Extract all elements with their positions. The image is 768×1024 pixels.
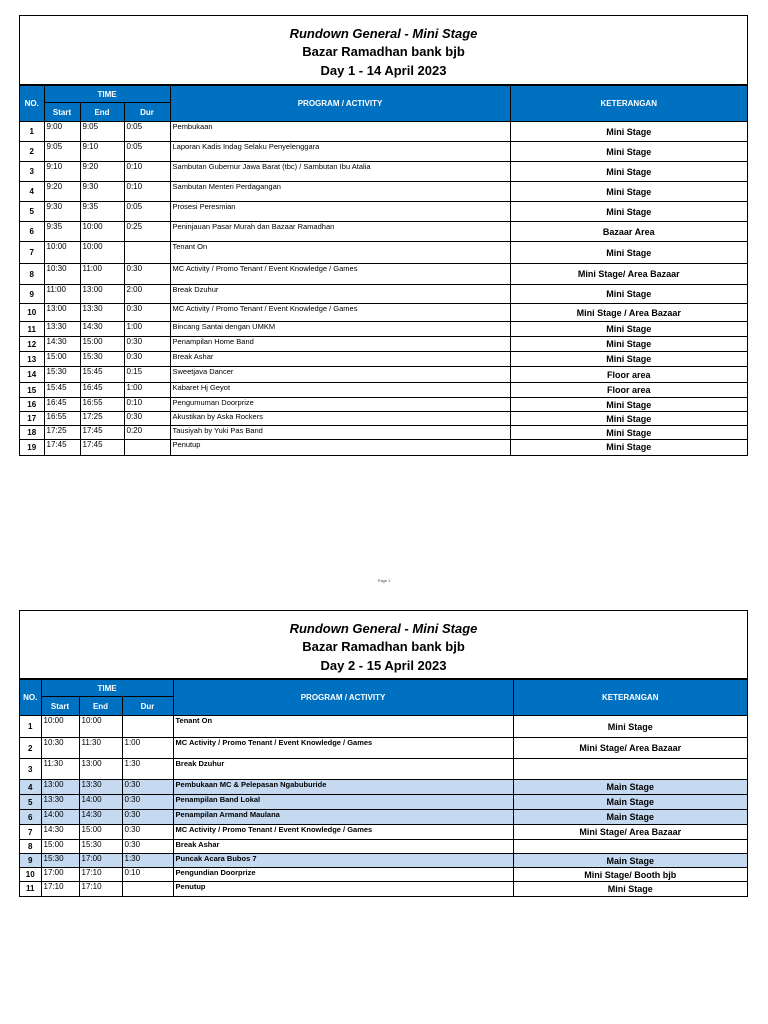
duration: 0:20 <box>124 426 170 440</box>
duration: 0:10 <box>124 398 170 412</box>
program-activity: Kabaret Hj Geyot <box>170 383 510 398</box>
duration: 0:30 <box>124 337 170 352</box>
row-number: 12 <box>20 337 44 352</box>
keterangan: Mini Stage/ Area Bazaar <box>510 264 747 285</box>
end-time: 14:30 <box>79 810 122 825</box>
start-time: 9:10 <box>44 162 80 182</box>
program-activity: Prosesi Peresmian <box>170 202 510 222</box>
table-row <box>20 383 747 398</box>
duration: 0:30 <box>122 840 173 854</box>
table-row <box>20 795 747 810</box>
start-time: 17:00 <box>41 868 79 882</box>
row-number: 1 <box>20 716 41 738</box>
keterangan <box>513 840 747 854</box>
header-keterangan: KETERANGAN <box>510 86 747 122</box>
table-row <box>20 398 747 412</box>
end-time: 15:45 <box>80 367 124 383</box>
program-activity: Pengundian Doorprize <box>173 868 513 882</box>
duration <box>122 882 173 896</box>
row-number: 4 <box>20 780 41 795</box>
start-time: 17:10 <box>41 882 79 896</box>
start-time: 14:30 <box>41 825 79 840</box>
start-time: 11:30 <box>41 759 79 780</box>
program-activity: Peninjauan Pasar Murah dan Bazaar Ramadhan <box>170 222 510 242</box>
duration: 0:30 <box>124 304 170 322</box>
program-activity: Penampilan Armand Maulana <box>173 810 513 825</box>
rundown-table <box>20 679 747 896</box>
program-activity: MC Activity / Promo Tenant / Event Knowledge / Games <box>173 738 513 759</box>
keterangan: Mini Stage <box>510 182 747 202</box>
duration: 0:30 <box>122 780 173 795</box>
end-time: 9:35 <box>80 202 124 222</box>
row-number: 7 <box>20 825 41 840</box>
end-time: 17:45 <box>80 426 124 440</box>
end-time: 10:00 <box>79 716 122 738</box>
start-time: 10:00 <box>41 716 79 738</box>
table-row <box>20 337 747 352</box>
table-row <box>20 716 747 738</box>
keterangan: Mini Stage <box>510 162 747 182</box>
duration: 0:15 <box>124 367 170 383</box>
header-end: End <box>79 697 122 716</box>
start-time: 10:00 <box>44 242 80 264</box>
duration: 0:10 <box>122 868 173 882</box>
event-name: Bazar Ramadhan bank bjb <box>302 44 465 59</box>
row-number: 4 <box>20 182 44 202</box>
start-time: 15:00 <box>44 352 80 367</box>
table-row <box>20 412 747 426</box>
table-row <box>20 738 747 759</box>
keterangan: Mini Stage/ Area Bazaar <box>513 825 747 840</box>
table-row <box>20 854 747 868</box>
header-time: TIME <box>41 680 173 697</box>
table-row <box>20 264 747 285</box>
program-activity: MC Activity / Promo Tenant / Event Knowledge / Games <box>170 304 510 322</box>
header-program: PROGRAM / ACTIVITY <box>170 86 510 122</box>
start-time: 10:30 <box>41 738 79 759</box>
rundown-sheet-day1 <box>19 15 748 456</box>
rundown-sheet-day2 <box>19 610 748 897</box>
end-time: 9:05 <box>80 122 124 142</box>
duration: 0:30 <box>124 264 170 285</box>
table-row <box>20 882 747 896</box>
row-number: 15 <box>20 383 44 398</box>
row-number: 6 <box>20 810 41 825</box>
start-time: 14:30 <box>44 337 80 352</box>
table-row <box>20 202 747 222</box>
keterangan: Mini Stage <box>513 882 747 896</box>
program-activity: Puncak Acara Bubos 7 <box>173 854 513 868</box>
start-time: 9:35 <box>44 222 80 242</box>
header-dur: Dur <box>122 697 173 716</box>
keterangan: Mini Stage <box>510 412 747 426</box>
program-activity: Break Dzuhur <box>173 759 513 780</box>
start-time: 9:05 <box>44 142 80 162</box>
keterangan: Mini Stage/ Booth bjb <box>513 868 747 882</box>
program-activity: Pengumuman Doorprize <box>170 398 510 412</box>
duration: 0:30 <box>122 795 173 810</box>
table-row <box>20 825 747 840</box>
row-number: 10 <box>20 868 41 882</box>
duration <box>122 716 173 738</box>
start-time: 10:30 <box>44 264 80 285</box>
header-keterangan: KETERANGAN <box>513 680 747 716</box>
program-activity: Break Ashar <box>173 840 513 854</box>
keterangan: Mini Stage <box>510 426 747 440</box>
table-row <box>20 122 747 142</box>
keterangan: Main Stage <box>513 795 747 810</box>
row-number: 3 <box>20 759 41 780</box>
start-time: 9:20 <box>44 182 80 202</box>
keterangan <box>513 759 747 780</box>
keterangan: Mini Stage <box>510 398 747 412</box>
end-time: 9:20 <box>80 162 124 182</box>
duration: 0:05 <box>124 202 170 222</box>
program-activity: Pembukaan <box>170 122 510 142</box>
header-start: Start <box>44 103 80 122</box>
keterangan: Bazaar Area <box>510 222 747 242</box>
rundown-rows <box>20 716 747 896</box>
program-activity: Akustikan by Aska Rockers <box>170 412 510 426</box>
end-time: 11:00 <box>80 264 124 285</box>
start-time: 13:00 <box>41 780 79 795</box>
end-time: 15:30 <box>79 840 122 854</box>
table-row <box>20 840 747 854</box>
end-time: 15:00 <box>80 337 124 352</box>
keterangan: Mini Stage <box>510 142 747 162</box>
end-time: 15:30 <box>80 352 124 367</box>
day-label: Day 1 - 14 April 2023 <box>320 63 447 78</box>
program-activity: Sambutan Gubernur Jawa Barat (tbc) / Sambutan Ibu Atalia <box>170 162 510 182</box>
end-time: 17:25 <box>80 412 124 426</box>
keterangan: Main Stage <box>513 854 747 868</box>
start-time: 16:55 <box>44 412 80 426</box>
duration <box>124 440 170 455</box>
duration: 1:30 <box>122 854 173 868</box>
keterangan: Floor area <box>510 367 747 383</box>
program-activity: Penampilan Home Band <box>170 337 510 352</box>
table-row <box>20 322 747 337</box>
day-label: Day 2 - 15 April 2023 <box>320 658 447 673</box>
event-name: Bazar Ramadhan bank bjb <box>302 639 465 654</box>
sheet-title-block <box>20 16 747 85</box>
end-time: 14:30 <box>80 322 124 337</box>
row-number: 9 <box>20 285 44 304</box>
end-time: 14:00 <box>79 795 122 810</box>
duration: 2:00 <box>124 285 170 304</box>
row-number: 5 <box>20 795 41 810</box>
duration: 0:30 <box>124 352 170 367</box>
page-footer: Page 1 <box>377 578 391 583</box>
program-activity: Penutup <box>173 882 513 896</box>
table-row <box>20 304 747 322</box>
table-row <box>20 367 747 383</box>
program-activity: Sambutan Menteri Perdagangan <box>170 182 510 202</box>
program-activity: Tausiyah by Yuki Pas Band <box>170 426 510 440</box>
sheet-title: Rundown General - Mini Stage <box>289 621 478 636</box>
keterangan: Floor area <box>510 383 747 398</box>
program-activity: Break Ashar <box>170 352 510 367</box>
table-row <box>20 285 747 304</box>
duration: 1:30 <box>122 759 173 780</box>
row-number: 16 <box>20 398 44 412</box>
program-activity: Pembukaan MC & Pelepasan Ngabuburide <box>173 780 513 795</box>
start-time: 13:00 <box>44 304 80 322</box>
keterangan: Mini Stage <box>510 285 747 304</box>
row-number: 11 <box>20 322 44 337</box>
row-number: 1 <box>20 122 44 142</box>
end-time: 17:10 <box>79 868 122 882</box>
start-time: 11:00 <box>44 285 80 304</box>
keterangan: Mini Stage <box>510 122 747 142</box>
row-number: 2 <box>20 738 41 759</box>
duration: 0:30 <box>122 825 173 840</box>
program-activity: Tenant On <box>173 716 513 738</box>
table-row <box>20 222 747 242</box>
start-time: 13:30 <box>44 322 80 337</box>
start-time: 15:00 <box>41 840 79 854</box>
row-number: 14 <box>20 367 44 383</box>
program-activity: Break Dzuhur <box>170 285 510 304</box>
table-row <box>20 162 747 182</box>
program-activity: Penampilan Band Lokal <box>173 795 513 810</box>
table-row <box>20 182 747 202</box>
start-time: 17:25 <box>44 426 80 440</box>
start-time: 9:30 <box>44 202 80 222</box>
program-activity: MC Activity / Promo Tenant / Event Knowledge / Games <box>173 825 513 840</box>
table-row <box>20 142 747 162</box>
duration: 0:10 <box>124 182 170 202</box>
row-number: 18 <box>20 426 44 440</box>
start-time: 14:00 <box>41 810 79 825</box>
end-time: 13:30 <box>79 780 122 795</box>
sheet-title: Rundown General - Mini Stage <box>289 26 478 41</box>
keterangan: Mini Stage <box>510 202 747 222</box>
table-row <box>20 868 747 882</box>
duration: 0:30 <box>124 412 170 426</box>
end-time: 11:30 <box>79 738 122 759</box>
rundown-rows <box>20 122 747 455</box>
end-time: 13:00 <box>79 759 122 780</box>
table-row <box>20 242 747 264</box>
program-activity: Penutup <box>170 440 510 455</box>
start-time: 16:45 <box>44 398 80 412</box>
duration: 1:00 <box>124 322 170 337</box>
keterangan: Mini Stage <box>510 242 747 264</box>
keterangan: Mini Stage/ Area Bazaar <box>513 738 747 759</box>
row-number: 7 <box>20 242 44 264</box>
program-activity: MC Activity / Promo Tenant / Event Knowledge / Games <box>170 264 510 285</box>
duration: 1:00 <box>124 383 170 398</box>
row-number: 8 <box>20 840 41 854</box>
header-time: TIME <box>44 86 170 103</box>
duration <box>124 242 170 264</box>
header-no: NO. <box>20 680 41 716</box>
keterangan: Mini Stage <box>510 440 747 455</box>
keterangan: Main Stage <box>513 780 747 795</box>
row-number: 9 <box>20 854 41 868</box>
end-time: 16:55 <box>80 398 124 412</box>
keterangan: Mini Stage <box>510 352 747 367</box>
header-dur: Dur <box>124 103 170 122</box>
duration: 1:00 <box>122 738 173 759</box>
header-program: PROGRAM / ACTIVITY <box>173 680 513 716</box>
header-end: End <box>80 103 124 122</box>
end-time: 9:30 <box>80 182 124 202</box>
row-number: 10 <box>20 304 44 322</box>
start-time: 15:30 <box>44 367 80 383</box>
header-start: Start <box>41 697 79 716</box>
row-number: 11 <box>20 882 41 896</box>
row-number: 8 <box>20 264 44 285</box>
keterangan: Mini Stage <box>510 337 747 352</box>
row-number: 3 <box>20 162 44 182</box>
end-time: 13:00 <box>80 285 124 304</box>
duration: 0:05 <box>124 122 170 142</box>
duration: 0:05 <box>124 142 170 162</box>
program-activity: Bincang Santai dengan UMKM <box>170 322 510 337</box>
rundown-table <box>20 85 747 455</box>
row-number: 6 <box>20 222 44 242</box>
keterangan: Main Stage <box>513 810 747 825</box>
row-number: 5 <box>20 202 44 222</box>
start-time: 13:30 <box>41 795 79 810</box>
end-time: 16:45 <box>80 383 124 398</box>
end-time: 17:10 <box>79 882 122 896</box>
duration: 0:30 <box>122 810 173 825</box>
duration: 0:10 <box>124 162 170 182</box>
program-activity: Sweetjava Dancer <box>170 367 510 383</box>
program-activity: Tenant On <box>170 242 510 264</box>
start-time: 9:00 <box>44 122 80 142</box>
end-time: 17:00 <box>79 854 122 868</box>
table-row <box>20 810 747 825</box>
sheet-title-block <box>20 611 747 679</box>
start-time: 17:45 <box>44 440 80 455</box>
end-time: 10:00 <box>80 242 124 264</box>
end-time: 10:00 <box>80 222 124 242</box>
start-time: 15:30 <box>41 854 79 868</box>
table-row <box>20 780 747 795</box>
row-number: 2 <box>20 142 44 162</box>
program-activity: Laporan Kadis Indag Selaku Penyelenggara <box>170 142 510 162</box>
end-time: 17:45 <box>80 440 124 455</box>
row-number: 17 <box>20 412 44 426</box>
duration: 0:25 <box>124 222 170 242</box>
end-time: 15:00 <box>79 825 122 840</box>
header-no: NO. <box>20 86 44 122</box>
end-time: 9:10 <box>80 142 124 162</box>
table-row <box>20 440 747 455</box>
table-row <box>20 759 747 780</box>
end-time: 13:30 <box>80 304 124 322</box>
row-number: 13 <box>20 352 44 367</box>
row-number: 19 <box>20 440 44 455</box>
keterangan: Mini Stage / Area Bazaar <box>510 304 747 322</box>
keterangan: Mini Stage <box>510 322 747 337</box>
start-time: 15:45 <box>44 383 80 398</box>
table-row <box>20 352 747 367</box>
table-row <box>20 426 747 440</box>
keterangan: Mini Stage <box>513 716 747 738</box>
